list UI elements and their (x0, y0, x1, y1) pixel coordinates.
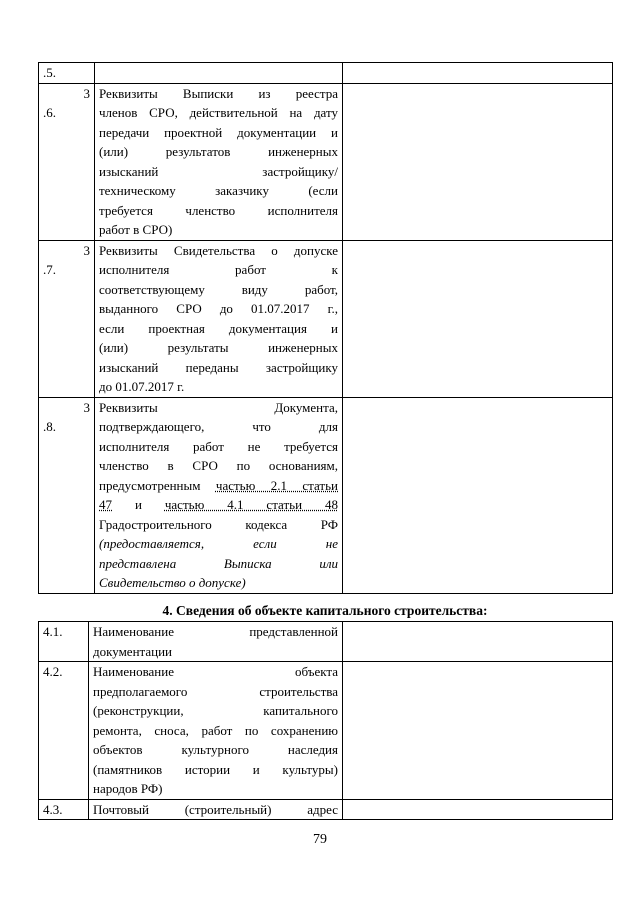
row-description: Реквизиты Свидетельства о допуске исполнителя работ к соответствующему виду работ, выданного СРО до 01.07.2017 г., если проектная документация и (или) результаты инженерных изысканий переданы застройщику до 01.07.2017 г. (95, 240, 343, 397)
table-row (39, 799, 613, 820)
law-reference-link[interactable]: частью 4.1 статьи 48 (164, 497, 338, 512)
table-row (39, 397, 613, 593)
row-description: Реквизиты Документа, подтверждающего, что для исполнителя работ не требуется членство в СРО по основаниям, предусмотренным частью 2.1 статьи 47 и частью 4.1 статьи 48 Градостроительного кодекса РФ (предоставляется, если не представлена Выписка или Свидетельство о допуске) (95, 397, 343, 593)
requisites-table (38, 62, 613, 594)
row-description: Наименование объекта предполагаемого строительства (реконструкции, капитального ремонта, сноса, работ по сохранению объектов культурного наследия (памятников истории и культуры) народов РФ) (89, 662, 343, 800)
section-title: 4. Сведения об объекте капитального строительства: (162, 603, 488, 618)
row-value-cell[interactable] (343, 622, 613, 662)
row-description: Наименование представленной документации (89, 622, 343, 662)
row-description: Реквизиты Выписки из реестра членов СРО, действительной на дату передачи проектной документации и (или) результатов инженерных изысканий застройщику/ техническому заказчику (если требуется членство исполнителя работ в СРО) (95, 83, 343, 240)
row-description: Почтовый (строительный) адрес (89, 799, 343, 820)
law-reference-link[interactable]: 47 (99, 497, 112, 512)
row-value-cell[interactable] (343, 799, 613, 820)
row-number: 3 .7. (39, 240, 95, 397)
table-row (39, 662, 613, 800)
row-number: .5. (39, 63, 95, 84)
row-number: 4.3. (39, 799, 89, 820)
row-number: 4.2. (39, 662, 89, 800)
law-reference-link[interactable]: частью 2.1 статьи (215, 477, 338, 493)
page-number: 79 (313, 832, 327, 847)
row-value-cell[interactable] (343, 63, 613, 84)
row-number: 3 .6. (39, 83, 95, 240)
table-row (39, 63, 613, 84)
row-description (95, 63, 343, 84)
row-value-cell[interactable] (343, 83, 613, 240)
row-value-cell[interactable] (343, 397, 613, 593)
row-value-cell[interactable] (343, 240, 613, 397)
row-number: 3 .8. (39, 397, 95, 593)
table-row (39, 622, 613, 662)
object-info-table (38, 621, 613, 820)
table-row (39, 240, 613, 397)
row-value-cell[interactable] (343, 662, 613, 800)
row-number: 4.1. (39, 622, 89, 662)
table-row (39, 83, 613, 240)
